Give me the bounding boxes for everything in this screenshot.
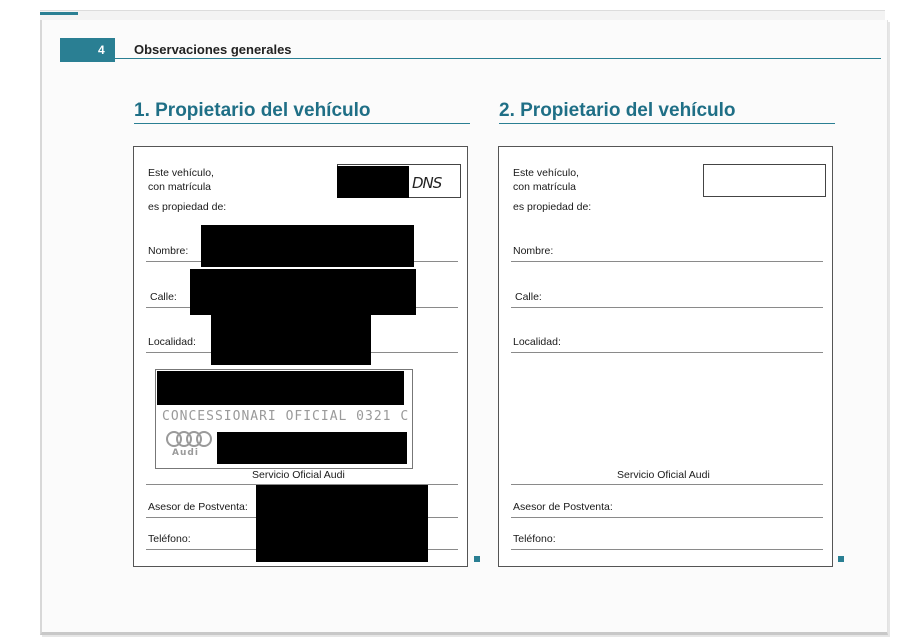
page-number: 4: [98, 43, 105, 57]
vehicle-line2-label: con matrícula: [513, 181, 577, 193]
plate-handwriting: DNS: [412, 174, 442, 192]
street-label: Calle:: [515, 291, 542, 303]
street-label: Calle:: [150, 291, 177, 303]
redaction-plate: [337, 166, 409, 198]
header-title: Observaciones generales: [134, 42, 292, 57]
service-line: [511, 484, 823, 485]
city-label: Localidad:: [513, 336, 561, 348]
section-1-rule: [134, 123, 470, 124]
advisor-line: [511, 517, 823, 518]
redaction-advisor-phone: [256, 485, 428, 562]
end-marker-1: [474, 556, 480, 562]
redaction-stamp-top: [157, 371, 404, 405]
service-label: Servicio Oficial Audi: [252, 469, 345, 481]
phone-line: [511, 549, 823, 550]
redaction-street: [190, 269, 416, 315]
street-line: [511, 307, 823, 308]
owner-1-card: [133, 146, 468, 567]
stamp-logo-text: Audi: [172, 448, 199, 458]
vehicle-line1-label: Este vehículo,: [148, 167, 214, 179]
redaction-name: [201, 225, 414, 267]
city-label: Localidad:: [148, 336, 196, 348]
stamp-text: CONCESSIONARI OFICIAL 0321 C: [162, 409, 410, 424]
page-tab-marker: [40, 12, 78, 15]
redaction-city: [211, 315, 371, 365]
name-label: Nombre:: [513, 245, 554, 257]
advisor-label: Asesor de Postventa:: [513, 501, 613, 513]
city-line: [511, 352, 823, 353]
owned-by-label: es propiedad de:: [513, 201, 592, 213]
phone-label: Teléfono:: [148, 533, 191, 545]
advisor-label: Asesor de Postventa:: [148, 501, 248, 513]
owner-2-card: [498, 146, 833, 567]
section-2-rule: [499, 123, 835, 124]
section-1-title: 1. Propietario del vehículo: [134, 100, 371, 121]
vehicle-line2-label: con matrícula: [148, 181, 212, 193]
end-marker-2: [838, 556, 844, 562]
plate-field[interactable]: [703, 164, 826, 197]
name-label: Nombre:: [148, 245, 189, 257]
phone-label: Teléfono:: [513, 533, 556, 545]
header-rule: [115, 58, 881, 59]
owned-by-label: es propiedad de:: [148, 201, 227, 213]
redaction-stamp-bottom: [217, 432, 407, 464]
vehicle-line1-label: Este vehículo,: [513, 167, 579, 179]
service-label: Servicio Oficial Audi: [617, 469, 710, 481]
section-2-title: 2. Propietario del vehículo: [499, 100, 736, 121]
name-line: [511, 261, 823, 262]
